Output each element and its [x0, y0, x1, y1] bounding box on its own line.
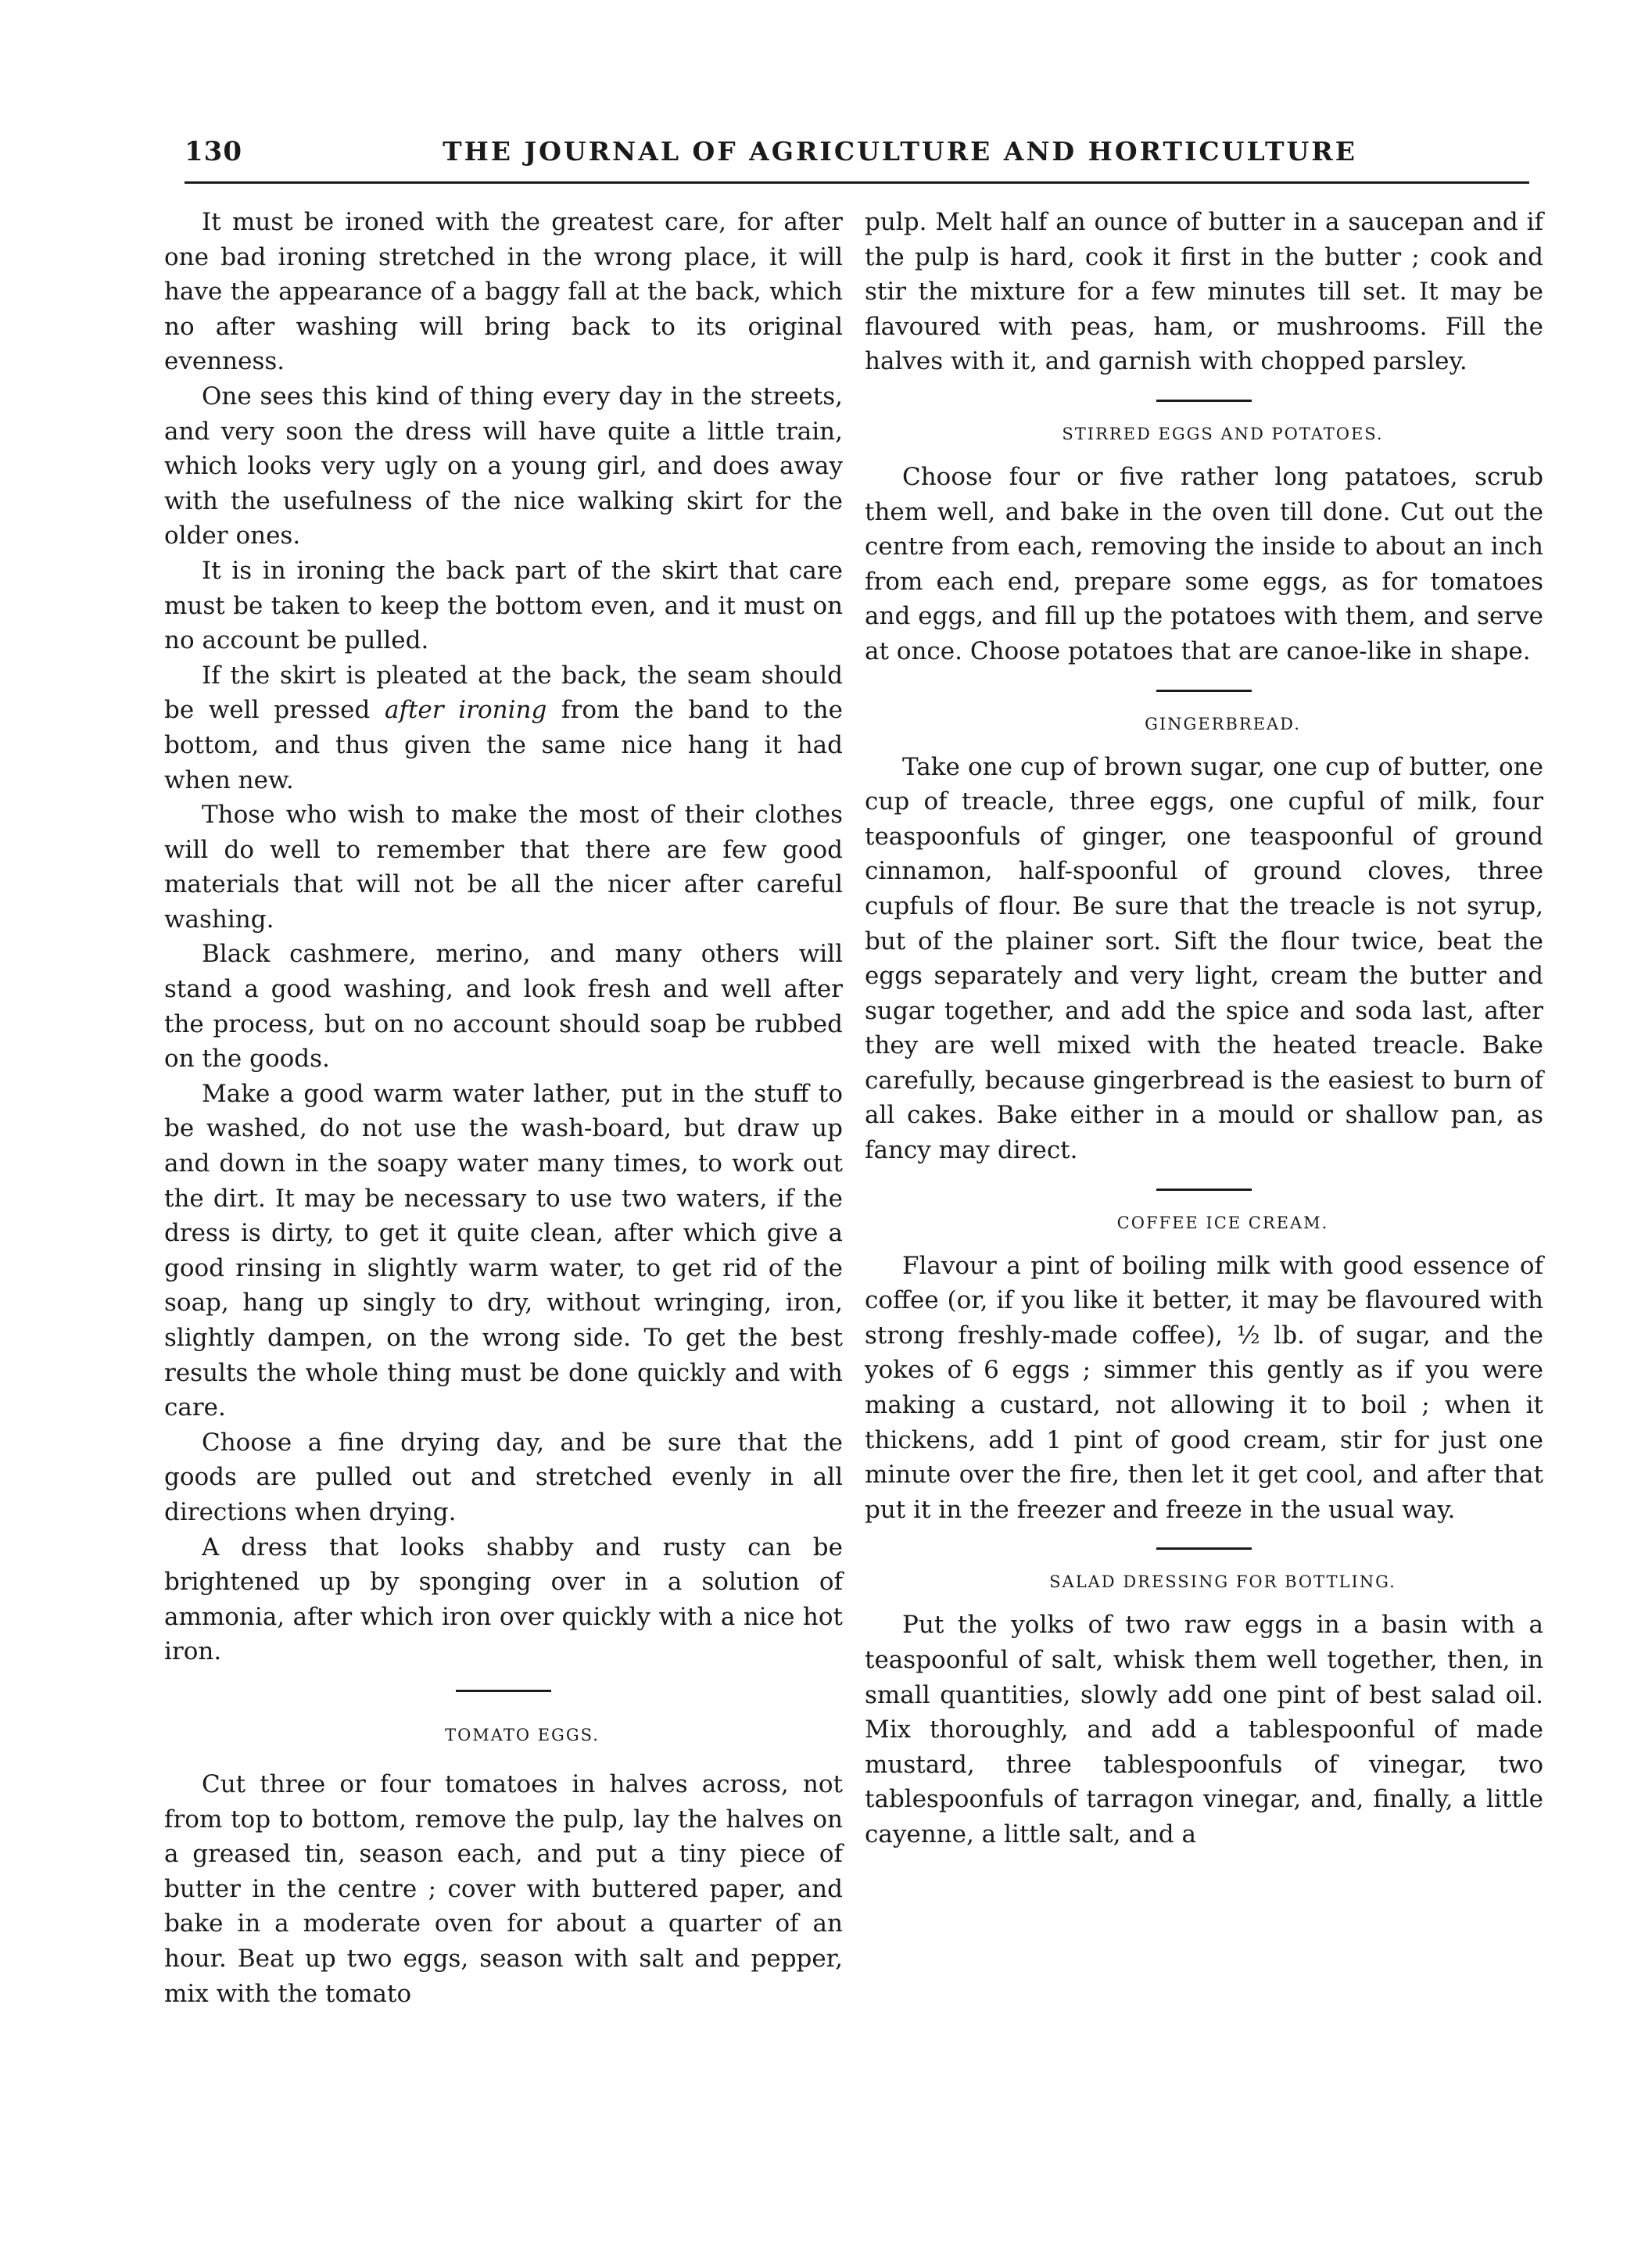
paragraph: Those who wish to make the most of their clothes will do well to remember that there are few good materials that will not be all the nicer after careful washing. [164, 801, 843, 934]
section-title-tomato-eggs: TOMATO EGGS. [445, 1725, 600, 1744]
section-title-gingerbread: GINGERBREAD. [1145, 714, 1301, 733]
recipe-text: Flavour a pint of boiling milk with good essence of coffee (or, if you like it better, it may be flavoured with strong freshly-made coffee), ½ lb. of sugar, and the yokes of 6 eggs ; simmer this gently as if you were making a custard, not allowing it to boil ; when it thickens, add 1 pint of good cream, stir for just one minute over the fire, then let it get cool, and after that put it in the freezer and freeze in the usual way. [865, 1251, 1543, 1524]
left-column [164, 205, 843, 2011]
page-header [185, 133, 1529, 177]
running-title: THE JOURNAL OF AGRICULTURE AND HORTICULTURE [443, 136, 1357, 167]
paragraph-text: from the band to the bottom, and thus given the same nice hang it had when new. [164, 696, 843, 794]
section-title-coffee-ice-cream: COFFEE ICE CREAM. [1116, 1213, 1329, 1232]
section-title-stirred-eggs: STIRRED EGGS AND POTATOES. [1062, 424, 1384, 443]
paragraph: One sees this kind of thing every day in the streets, and very soon the dress will have quite a little train, which looks very ugly on a young girl, and does away with the usefulness of the nice walking skirt for the older ones. [164, 382, 843, 550]
italic-phrase: after ironing [385, 696, 547, 725]
paragraph: Make a good warm water lather, put in the stuff to be washed, do not use the wash-board, but draw up and down in the soapy water many times, to work out the dirt. It may be necessary to use two waters, if the dress is dirty, to get it quite clean, after which give a good rinsing in slightly warm water, to get rid of the soap, hang up singly to dry, without wringing, iron, slightly dampen, on the wrong side. To get the best results the whole thing must be done quickly and with care. [164, 1079, 843, 1422]
right-column [865, 205, 1543, 1852]
section-title-salad-dressing: SALAD DRESSING FOR BOTTLING. [1049, 1572, 1396, 1592]
paragraph: Black cashmere, merino, and many others will stand a good washing, and look fresh and well after the process, but on no account should soap be rubbed on the goods. [164, 940, 843, 1074]
header-rule [185, 181, 1529, 184]
recipe-text: Choose four or five rather long patatoes, scrub them well, and bake in the oven till done. Cut out the centre from each, removing the inside to about an inch from each end, prepare some eggs, as for tomatoes and eggs, and fill up the potatoes with them, and serve at once. Choose potatoes that are canoe-like in shape. [865, 462, 1543, 665]
paragraph: A dress that looks shabby and rusty can be brightened up by sponging over in a solution of ammonia, after which iron over quickly with a nice hot iron. [164, 1533, 843, 1666]
recipe-text: Cut three or four tomatoes in halves across, not from top to bottom, remove the pulp, lay the halves on a greased tin, season each, and put a tiny piece of butter in the centre ; cover with buttered paper, and bake in a moderate oven for about a quarter of an hour. Beat up two eggs, season with salt and pepper, mix with the tomato [164, 1769, 843, 2008]
recipe-text-continued: pulp. Melt half an ounce of butter in a saucepan and if the pulp is hard, cook it first in the butter ; cook and stir the mixture for a few minutes till set. It may be flavoured with peas, ham, or mushrooms. Fill the halves with it, and garnish with chopped parsley. [865, 208, 1543, 376]
recipe-text: Put the yolks of two raw eggs in a basin with a teaspoonful of salt, whisk them well together, then, in small quantities, slowly add one pint of best salad oil. Mix thoroughly, and add a tablespoonful of made mustard, three tablespoonfuls of vinegar, two tablespoonfuls of tarragon vinegar, and, finally, a little cayenne, a little salt, and a [865, 1611, 1543, 1848]
paragraph [164, 658, 843, 798]
paragraph: It must be ironed with the greatest care, for after one bad ironing stretched in the wrong place, it will have the appearance of a baggy fall at the back, which no after washing will bring back to its original evenness. [164, 208, 843, 376]
page-number: 130 [185, 136, 242, 167]
paragraph: Choose a fine drying day, and be sure that the goods are pulled out and stretched evenly in all directions when drying. [164, 1428, 843, 1526]
recipe-text: Take one cup of brown sugar, one cup of butter, one cup of treacle, three eggs, one cupful of milk, four teaspoonfuls of ginger, one teaspoonful of ground cinnamon, half-spoonful of ground cloves, three cupfuls of flour. Be sure that the treacle is not syrup, but of the plainer sort. Sift the flour twice, beat the eggs separately and very light, cream the butter and sugar together, and add the spice and soda last, after they are well mixed with the heated treacle. Bake carefully, because gingerbread is the easiest to burn of all cakes. Bake either in a mould or shallow pan, as fancy may direct. [865, 752, 1543, 1165]
paragraph: It is in ironing the back part of the skirt that care must be taken to keep the bottom even, and it must on no account be pulled. [164, 556, 843, 655]
paragraph-text: If the skirt is pleated at the back, the seam should be well pressed [164, 661, 843, 725]
